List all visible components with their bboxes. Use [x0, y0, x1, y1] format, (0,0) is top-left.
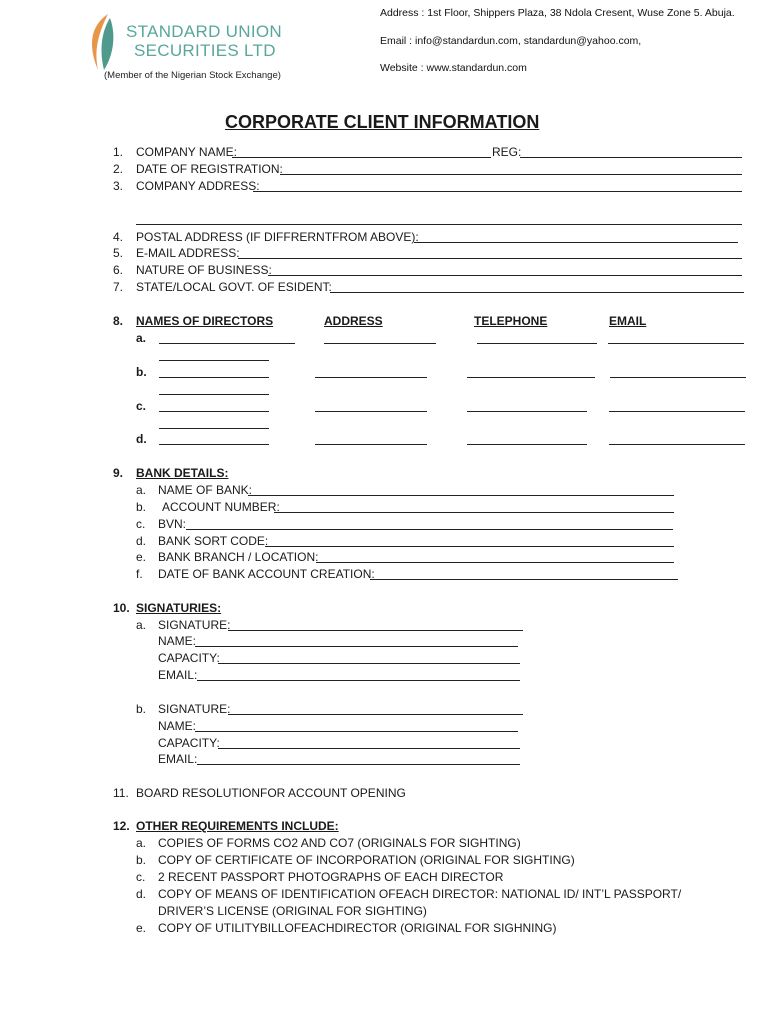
signatures-heading: SIGNATURIES:	[136, 601, 222, 615]
bank-name-input-line[interactable]	[248, 495, 674, 496]
requirement-item-e: COPY OF UTILITYBILLOFEACHDIRECTOR (ORIGINAL FOR SIGHNING)	[158, 921, 557, 935]
sort-code-input-line[interactable]	[265, 546, 674, 547]
bank-letter-b: b.	[136, 500, 147, 514]
field-label-state-lga: STATE/LOCAL GOVT. OF ESIDENT:	[136, 280, 332, 294]
nature-business-input-line[interactable]	[268, 275, 742, 276]
page-title: CORPORATE CLIENT INFORMATION	[225, 112, 540, 132]
email-address-input-line[interactable]	[238, 258, 742, 259]
date-registration-input-line[interactable]	[280, 174, 742, 175]
member-note: (Member of the Nigerian Stock Exchange)	[104, 70, 281, 81]
signatory-a-signature-label: SIGNATURE:	[158, 618, 231, 632]
bank-letter-d: d.	[136, 534, 147, 548]
signatory-b-email-label: EMAIL:	[158, 752, 198, 766]
company-address-input-line-2[interactable]	[136, 224, 742, 225]
field-label-company-address: COMPANY ADDRESS:	[136, 179, 260, 193]
directors-header-address: ADDRESS	[324, 314, 383, 328]
director-c-name-line[interactable]	[159, 411, 269, 412]
postal-address-input-line[interactable]	[414, 242, 738, 243]
requirement-item-d: COPY OF MEANS OF IDENTIFICATION OFEACH DIRECTOR: NATIONAL ID/ INT’L PASSPORT/	[158, 887, 682, 901]
header-website: Website : www.standardun.com	[380, 62, 527, 74]
director-c-email-line[interactable]	[609, 411, 745, 412]
signatory-b-signature-line[interactable]	[228, 714, 523, 715]
account-number-input-line[interactable]	[274, 512, 674, 513]
company-name-line2: SECURITIES LTD	[134, 41, 276, 60]
requirement-item-b: COPY OF CERTIFICATE OF INCORPORATION (ORIGINAL FOR SIGHTING)	[158, 853, 575, 867]
bank-letter-c: c.	[136, 517, 146, 531]
director-letter-d: d.	[136, 432, 147, 446]
bvn-input-line[interactable]	[186, 529, 673, 530]
director-a-name-line[interactable]	[159, 343, 295, 344]
field-label-email-address: E-MAIL ADDRESS:	[136, 246, 240, 260]
section-num-9: 9.	[113, 466, 124, 480]
field-num-6: 6.	[113, 263, 124, 277]
field-label-company-name: COMPANY NAME:	[136, 145, 237, 159]
director-c-name-line-2[interactable]	[159, 428, 269, 429]
director-b-address-line[interactable]	[315, 377, 427, 378]
requirement-letter-b: b.	[136, 853, 147, 867]
requirement-letter-c: c.	[136, 870, 146, 884]
bank-label-bvn: BVN:	[158, 517, 187, 531]
bank-label-account-creation: DATE OF BANK ACCOUNT CREATION:	[158, 567, 375, 581]
director-b-telephone-line[interactable]	[467, 377, 595, 378]
board-resolution-text: BOARD RESOLUTIONFOR ACCOUNT OPENING	[136, 786, 406, 800]
bank-letter-f: f.	[136, 567, 143, 581]
bank-branch-input-line[interactable]	[316, 562, 674, 563]
directors-header-telephone: TELEPHONE	[474, 314, 548, 328]
director-a-address-line[interactable]	[324, 343, 436, 344]
signatory-b-signature-label: SIGNATURE:	[158, 702, 231, 716]
director-letter-b: b.	[136, 365, 147, 379]
director-letter-a: a.	[136, 331, 147, 345]
field-num-3: 3.	[113, 179, 124, 193]
director-c-address-line[interactable]	[315, 411, 427, 412]
signatory-a-name-line[interactable]	[195, 646, 518, 647]
leaf-logo-icon	[86, 12, 122, 72]
signatory-b-capacity-label: CAPACITY:	[158, 736, 220, 750]
signatory-a-email-label: EMAIL:	[158, 668, 198, 682]
requirements-heading: OTHER REQUIREMENTS INCLUDE:	[136, 819, 339, 833]
field-num-5: 5.	[113, 246, 124, 260]
field-label-reg: REG:	[492, 145, 522, 159]
bank-details-heading: BANK DETAILS:	[136, 466, 229, 480]
director-b-email-line[interactable]	[610, 377, 746, 378]
company-logo	[86, 12, 122, 72]
director-d-name-line[interactable]	[159, 444, 269, 445]
signatory-a-name-label: NAME:	[158, 634, 197, 648]
requirement-item-c: 2 RECENT PASSPORT PHOTOGRAPHS OF EACH DIRECTOR	[158, 870, 504, 884]
section-num-10: 10.	[113, 601, 130, 615]
director-b-name-line[interactable]	[159, 377, 269, 378]
field-label-date-registration: DATE OF REGISTRATION:	[136, 162, 283, 176]
signatory-a-email-line[interactable]	[197, 680, 520, 681]
director-a-name-line-2[interactable]	[159, 360, 269, 361]
field-num-4: 4.	[113, 230, 124, 244]
requirement-letter-a: a.	[136, 836, 147, 850]
director-d-email-line[interactable]	[609, 444, 745, 445]
signatory-b-name-label: NAME:	[158, 719, 197, 733]
director-d-telephone-line[interactable]	[467, 444, 587, 445]
requirement-item-a: COPIES OF FORMS CO2 AND CO7 (ORIGINALS FOR SIGHTING)	[158, 836, 521, 850]
bank-label-sort-code: BANK SORT CODE:	[158, 534, 269, 548]
account-creation-input-line[interactable]	[370, 579, 678, 580]
signatory-b-email-line[interactable]	[197, 764, 520, 765]
company-name-input-line[interactable]	[232, 157, 491, 158]
header-email: Email : info@standardun.com, standardun@yahoo.com,	[380, 35, 642, 47]
company-address-input-line[interactable]	[253, 191, 742, 192]
bank-letter-e: e.	[136, 550, 147, 564]
signatory-letter-a: a.	[136, 618, 147, 632]
bank-label-branch: BANK BRANCH / LOCATION:	[158, 550, 319, 564]
company-name-line1: STANDARD UNION	[126, 22, 282, 41]
field-num-7: 7.	[113, 280, 124, 294]
director-letter-c: c.	[136, 399, 147, 413]
bank-label-account-number: ACCOUNT NUMBER:	[162, 500, 280, 514]
state-lga-input-line[interactable]	[330, 292, 744, 293]
signatory-a-capacity-line[interactable]	[218, 663, 520, 664]
directors-header-names: NAMES OF DIRECTORS	[136, 314, 274, 328]
field-num-2: 2.	[113, 162, 124, 176]
directors-header-email: EMAIL	[609, 314, 647, 328]
reg-input-line[interactable]	[520, 157, 742, 158]
director-d-address-line[interactable]	[315, 444, 427, 445]
requirement-item-d-continued: DRIVER’S LICENSE (ORIGINAL FOR SIGHTING)	[158, 904, 427, 918]
header-address: Address : 1st Floor, Shippers Plaza, 38 Ndola Cresent, Wuse Zone 5. Abuja.	[380, 7, 735, 19]
signatory-a-capacity-label: CAPACITY:	[158, 651, 220, 665]
field-label-postal-address: POSTAL ADDRESS (IF DIFFRERNTFROM ABOVE):	[136, 230, 419, 244]
signatory-a-signature-line[interactable]	[228, 630, 523, 631]
requirement-letter-e: e.	[136, 921, 147, 935]
signatory-letter-b: b.	[136, 702, 147, 716]
section-num-12: 12.	[113, 819, 130, 833]
director-c-telephone-line[interactable]	[467, 411, 587, 412]
signatory-b-name-line[interactable]	[195, 731, 518, 732]
section-num-11: 11.	[113, 786, 129, 800]
director-a-email-line[interactable]	[608, 343, 744, 344]
section-num-8: 8.	[113, 314, 124, 328]
bank-label-name: NAME OF BANK:	[158, 483, 253, 497]
director-b-name-line-2[interactable]	[159, 394, 269, 395]
bank-letter-a: a.	[136, 483, 147, 497]
field-label-nature-business: NATURE OF BUSINESS:	[136, 263, 272, 277]
director-a-telephone-line[interactable]	[477, 343, 597, 344]
signatory-b-capacity-line[interactable]	[218, 748, 520, 749]
requirement-letter-d: d.	[136, 887, 147, 901]
field-num-1: 1.	[113, 145, 124, 159]
